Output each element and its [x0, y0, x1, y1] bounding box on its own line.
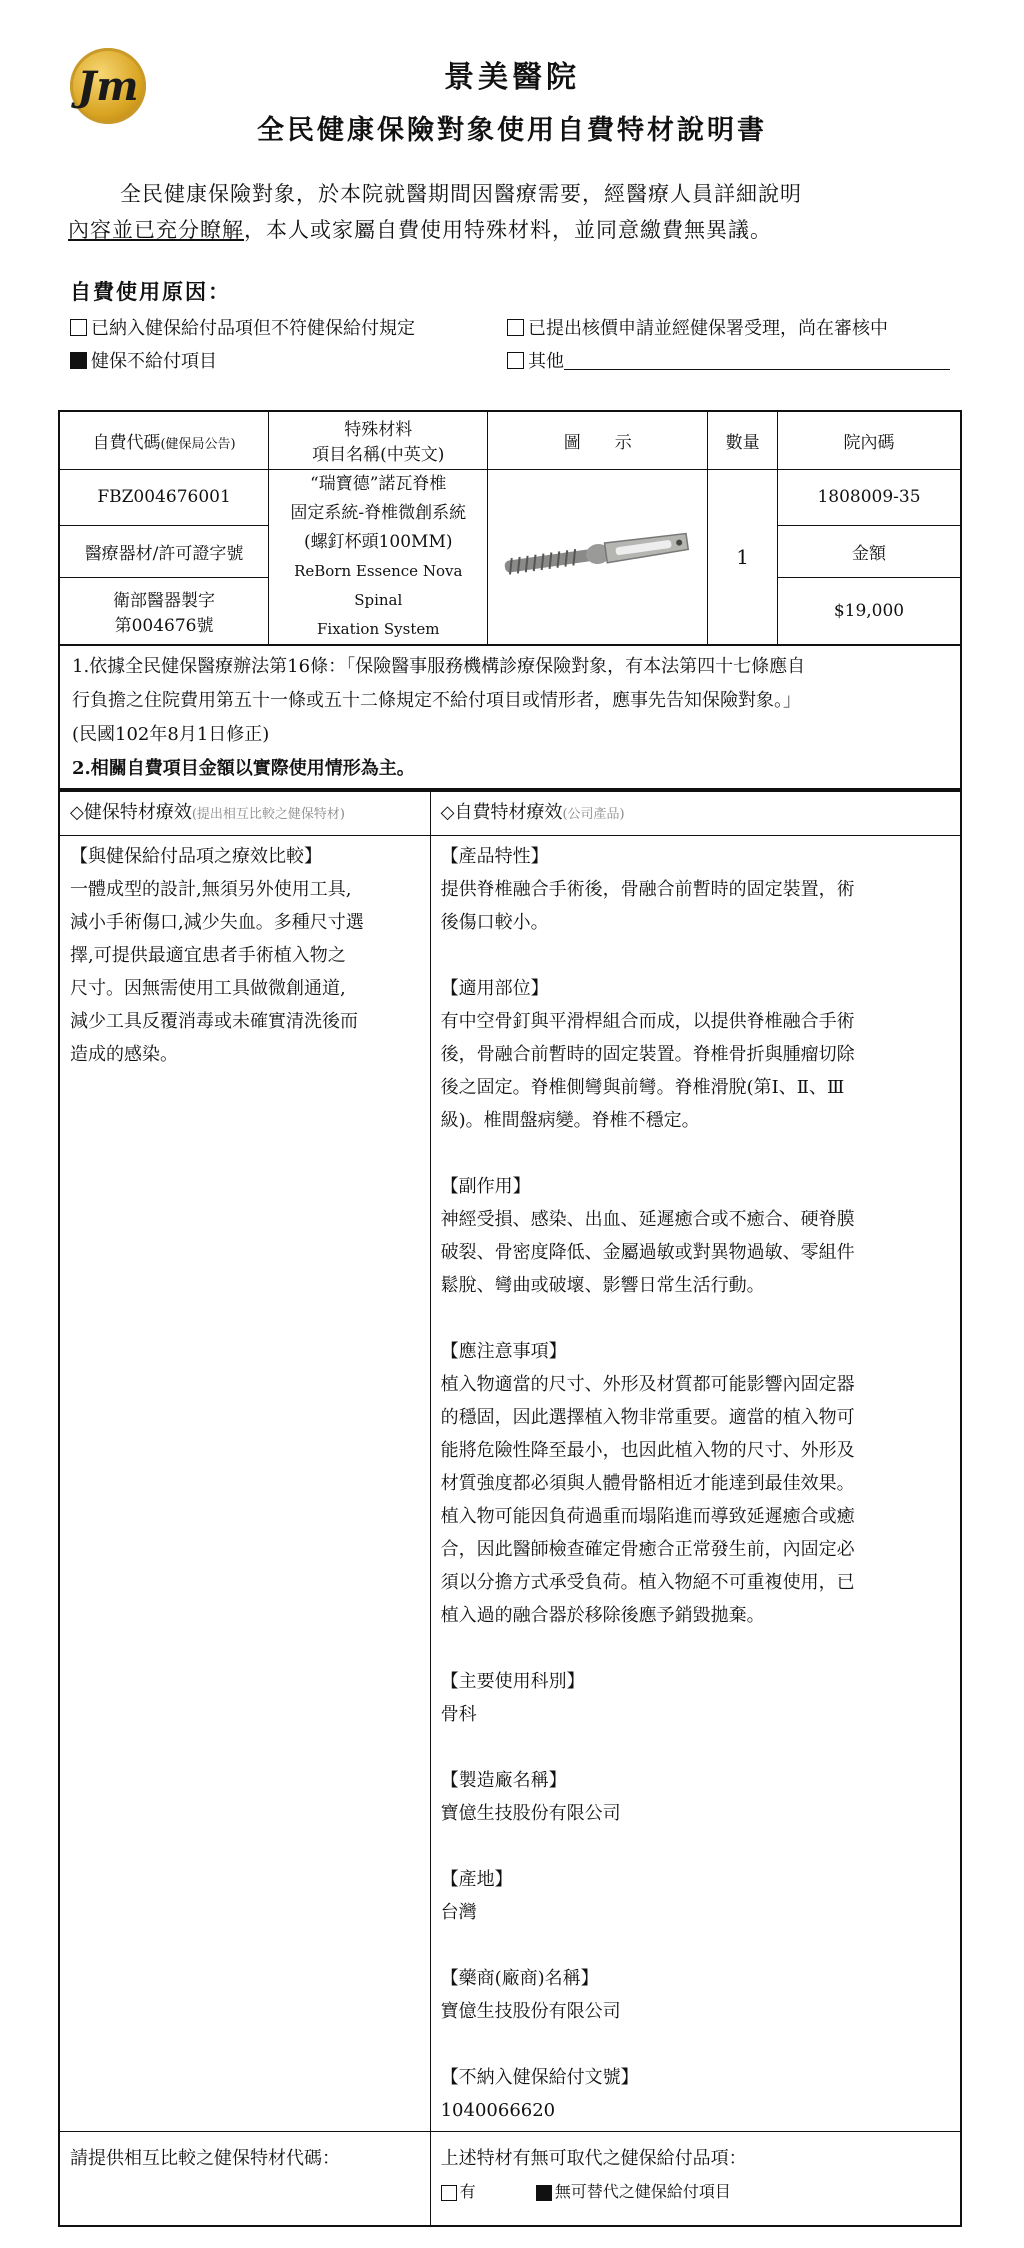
amount-label: 金額 [777, 525, 961, 577]
header-name-2: 項目名稱(中英文) [312, 445, 445, 466]
left-line: 一體成型的設計,無須另外使用工具, [70, 879, 352, 900]
reason-option-2-label: 已提出核價申請並經健保署受理，尚在審核中 [528, 318, 888, 339]
note-2: 2.相關自費項目金額以實際使用情形為主。 [72, 758, 415, 779]
section-line: 須以分擔方式承受負荷。植入物絕不可重複使用，已 [440, 1572, 855, 1593]
section-line: 後，骨融合前暫時的固定裝置。脊椎骨折與腫瘤切除 [440, 1044, 855, 1065]
section-title: 【副作用】 [440, 1176, 531, 1197]
option-yes: 有 [459, 2182, 476, 2201]
section-title: 【主要使用科別】 [440, 1671, 585, 1692]
section-line: 提供脊椎融合手術後，骨融合前暫時的固定裝置，術 [440, 879, 855, 900]
left-header: ◇健保特材療效(提出相互比較之健保特材) [59, 791, 430, 836]
reason-option-1[interactable] [70, 314, 415, 340]
reason-option-2[interactable] [507, 314, 888, 340]
section-line: 台灣 [440, 1902, 477, 1923]
section-title: 【製造廠名稱】 [440, 1770, 567, 1791]
material-name-en-1: ReBorn Essence Nova Spinal [294, 561, 463, 609]
checkbox-icon[interactable] [441, 2185, 457, 2201]
left-line: 尺寸。因無需使用工具做微創通道, [70, 978, 346, 999]
right-sections [441, 840, 950, 2127]
section-line: 植入物可能因負荷過重而塌陷進而導致延遲癒合或癒 [440, 1506, 855, 1527]
amount-value: $19,000 [777, 578, 961, 645]
pedicle-screw-image [498, 506, 698, 602]
header-name: 特殊材料 項目名稱(中英文) [269, 411, 488, 469]
checkbox-icon[interactable] [70, 319, 87, 336]
checkbox-checked-icon[interactable] [70, 352, 87, 369]
section-line: 有中空骨釘與平滑桿組合而成，以提供脊椎融合手術 [440, 1011, 855, 1032]
note-1-line-1: 1.依據全民健保醫療辦法第16條：「保險醫事服務機構診療保險對象，有本法第四十七條應自 [72, 656, 806, 677]
section-line: 級)。椎間盤病變。脊椎不穩定。 [440, 1110, 700, 1131]
left-header-small: (提出相互比較之健保特材) [191, 807, 345, 822]
section-line: 寶億生技股份有限公司 [440, 2001, 621, 2022]
section-line: 材質強度都必須與人體骨骼相近才能達到最佳效果。 [440, 1473, 855, 1494]
efficacy-table [58, 790, 962, 2227]
left-efficacy-cell [59, 836, 430, 2132]
reason-option-4-label: 其他 [528, 351, 564, 372]
checkbox-icon[interactable] [507, 319, 524, 336]
material-name: “瑞寶德”諾瓦脊椎 固定系統-脊椎微創系統 (螺釘杯頭100MM) ReBorn Essence Nova Spinal Fixation System [269, 469, 488, 645]
reason-option-3-label: 健保不給付項目 [91, 351, 217, 372]
left-line: 造成的感染。 [70, 1044, 178, 1065]
intro-line-2-rest: ，本人或家屬自費使用特殊材料，並同意繳費無異議。 [244, 218, 772, 242]
header-internal-code: 院內碼 [777, 411, 961, 469]
checkbox-icon[interactable] [507, 352, 524, 369]
material-name-3: (螺釘杯頭100MM) [303, 531, 453, 552]
section-line: 後之固定。脊椎側彎與前彎。脊椎滑脫(第Ⅰ、Ⅱ、Ⅲ [440, 1077, 845, 1098]
section-line: 植入物適當的尺寸、外形及材質都可能影響內固定器 [440, 1374, 855, 1395]
left-line: 減少工具反覆消毒或未確實清洗後而 [70, 1011, 358, 1032]
license-number-2: 第004676號 [114, 615, 214, 636]
section-line: 鬆脫、彎曲或破壞、影響日常生活行動。 [440, 1275, 765, 1296]
license-label: 醫療器材/許可證字號 [59, 525, 269, 577]
form-title: 全民健康保險對象使用自費特材說明書 [257, 115, 767, 146]
section-title: 【產地】 [440, 1869, 513, 1890]
section-title: 【不納入健保給付文號】 [440, 2067, 639, 2088]
hospital-name: 景美醫院 [444, 60, 580, 95]
section-title: 【產品特性】 [440, 846, 549, 867]
section-title: 【藥商(廠商)名稱】 [440, 1968, 599, 1989]
note-1-line-3: (民國102年8月1日修正) [72, 724, 270, 745]
section-line: 1040066620 [440, 2100, 556, 2121]
bottom-right-question: 上述特材有無可取代之健保給付品項： [440, 2148, 747, 2169]
material-code: FBZ004676001 [59, 469, 269, 525]
material-name-2: 固定系統-脊椎微創系統 [290, 502, 467, 523]
reason-option-4[interactable] [507, 347, 950, 373]
reason-heading: 自費使用原因： [70, 279, 231, 304]
intro-paragraph [68, 176, 948, 248]
replace-options [441, 2175, 950, 2208]
bottom-left-cell: 請提供相互比較之健保特材代碼： [59, 2132, 430, 2226]
right-efficacy-cell [430, 836, 961, 2132]
intro-line-1: 全民健康保險對象，於本院就醫期間因醫療需要，經醫療人員詳細說明 [120, 182, 802, 206]
logo-text: Jm [77, 62, 139, 110]
left-line: 擇,可提供最適宜患者手術植入物之 [70, 945, 346, 966]
section-line: 合，因此醫師檢查確定骨癒合正常發生前，內固定必 [440, 1539, 855, 1560]
left-title: 【與健保給付品項之療效比較】 [70, 846, 322, 867]
reason-option-3[interactable] [70, 347, 217, 373]
option-no: 無可替代之健保給付項目 [554, 2182, 731, 2201]
other-reason-line[interactable] [564, 351, 950, 370]
right-header: ◇自費特材療效(公司產品) [430, 791, 961, 836]
header-code: 自費代碼(健保局公告) [59, 411, 269, 469]
note-1-line-2: 行負擔之住院費用第五十一條或五十二條規定不給付項目或情形者，應事先告知保險對象。」 [72, 690, 801, 711]
section-line: 破裂、骨密度降低、金屬過敏或對異物過敏、零組件 [440, 1242, 855, 1263]
section-line: 的穩固，因此選擇植入物非常重要。適當的植入物可 [440, 1407, 855, 1428]
header-qty: 數量 [708, 411, 778, 469]
notes-box [58, 640, 962, 790]
internal-code: 1808009-35 [777, 469, 961, 525]
section-line: 神經受損、感染、出血、延遲癒合或不癒合、硬脊膜 [440, 1209, 855, 1230]
bottom-right-cell [430, 2132, 961, 2226]
material-name-en-2: Fixation System [317, 619, 440, 638]
license-number: 衛部醫器製字 第004676號 [59, 578, 269, 645]
section-line: 後傷口較小。 [440, 912, 549, 933]
left-line: 減小手術傷口,減少失血。多種尺寸選 [70, 912, 364, 933]
checkbox-checked-icon[interactable] [536, 2185, 552, 2201]
section-line: 骨科 [440, 1704, 477, 1725]
section-line: 能將危險性降至最小，也因此植入物的尺寸、外形及 [440, 1440, 855, 1461]
material-qty: 1 [708, 469, 778, 645]
section-title: 【應注意事項】 [440, 1341, 567, 1362]
header-code-small: (健保局公告) [160, 436, 236, 452]
section-line: 植入過的融合器於移除後應予銷毀拋棄。 [440, 1605, 765, 1626]
material-image-cell [488, 469, 708, 645]
reason-option-1-label: 已納入健保給付品項但不符健保給付規定 [91, 318, 415, 339]
intro-underlined: 內容並已充分瞭解 [68, 218, 244, 242]
intro-line-2 [68, 212, 948, 248]
section-line: 寶億生技股份有限公司 [440, 1803, 621, 1824]
header-image: 圖 示 [488, 411, 708, 469]
right-header-small: (公司產品) [562, 807, 625, 822]
section-title: 【適用部位】 [440, 978, 549, 999]
material-table [58, 410, 962, 646]
left-lines [70, 873, 420, 1071]
